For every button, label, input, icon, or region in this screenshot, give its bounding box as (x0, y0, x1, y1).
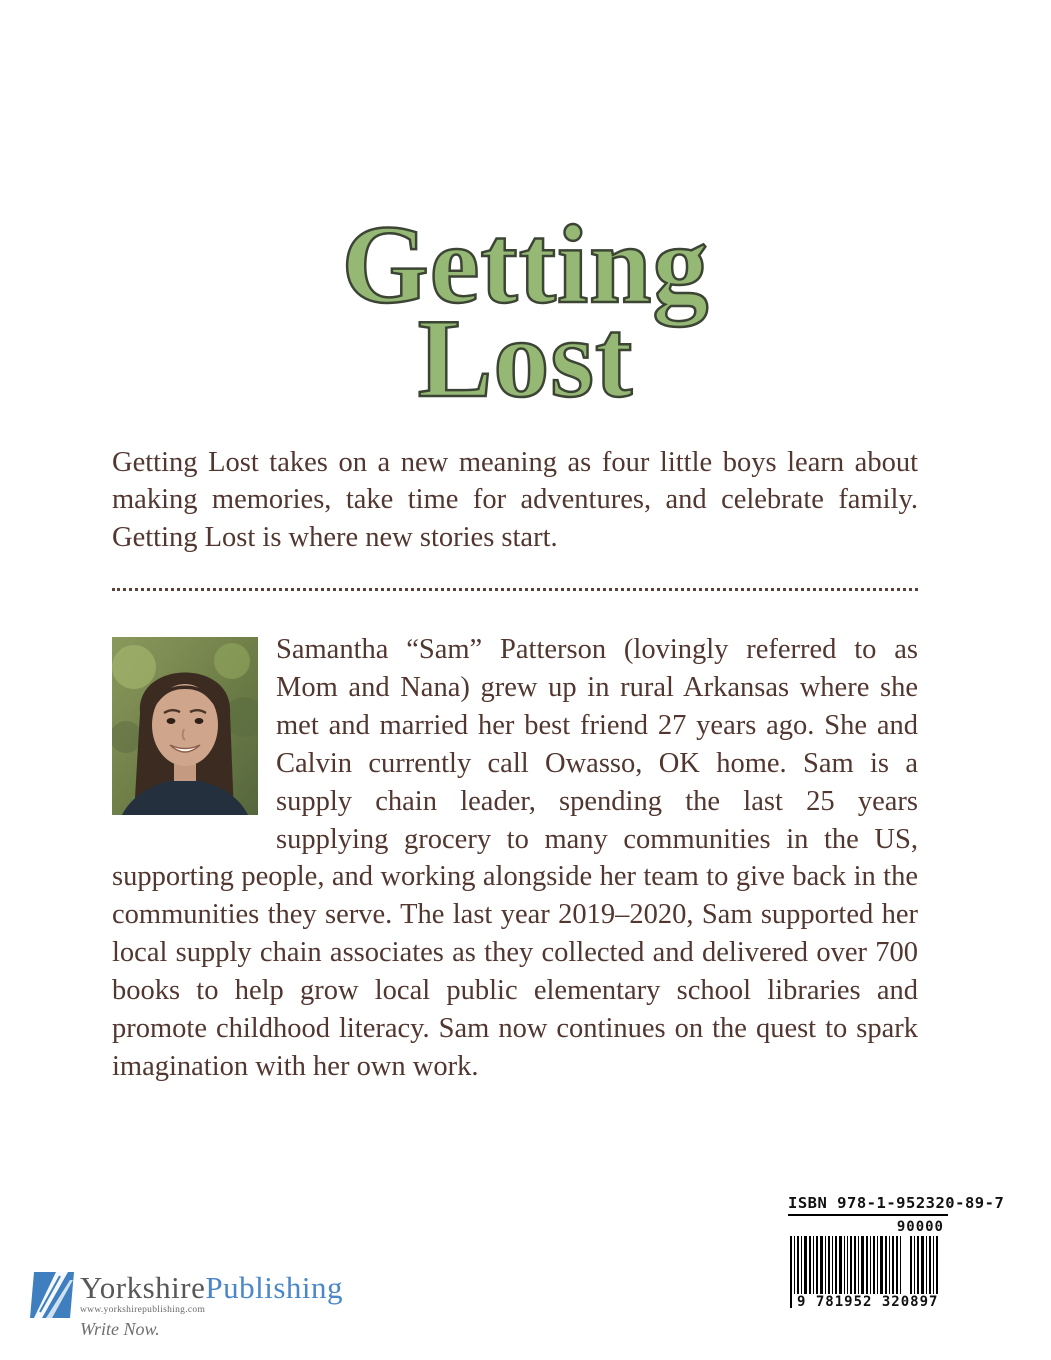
publisher-name-yorkshire: Yorkshire (80, 1270, 206, 1305)
barcode-price-code: 90000 (896, 1219, 944, 1235)
author-bio-text: Samantha “Sam” Patterson (lovingly referred to as Mom and Nana) grew up in rural Arkansas where she met and married her best friend 27 years ago. She and Calvin currently call Owasso, OK home. Sam is a supply chain leader, spending the last 25 years supplying grocery to many communities in the US, supporting people, and working alongside her team to give back in the communities they serve. The last year 2019–2020, Sam supported her local supply chain associates as they collected and delivered over 700 books to help grow local public elementary school libraries and promote childhood literacy. Sam now continues on the quest to spark imagination with her own work. (112, 634, 918, 1082)
barcode-bars-wrap (788, 1236, 948, 1308)
dotted-divider (112, 588, 918, 591)
isbn-barcode-block (788, 1194, 1005, 1310)
book-title-line2: Lost (417, 297, 634, 422)
barcode-price-row (788, 1214, 948, 1235)
isbn-label: ISBN 978-1-952320-89-7 (788, 1194, 1005, 1212)
book-title (0, 0, 1051, 422)
barcode-digits: 9 781952 320897 (794, 1294, 941, 1310)
author-bio-section (112, 631, 918, 1086)
author-photo (112, 637, 258, 815)
publisher-website: www.yorkshirepublishing.com (80, 1305, 206, 1315)
publisher-logo-icon (30, 1272, 74, 1318)
book-title-line1: Getting (341, 203, 710, 327)
publisher-name-publishing: Publishing (205, 1270, 344, 1305)
publisher-tagline: Write Now. (80, 1319, 160, 1339)
publisher-block (30, 1272, 343, 1340)
publisher-name (80, 1272, 343, 1303)
synopsis-text: Getting Lost takes on a new meaning as four little boys learn about making memories, take time for adventures, and celebrate family. Getting Lost is where new stories start. (112, 447, 918, 553)
